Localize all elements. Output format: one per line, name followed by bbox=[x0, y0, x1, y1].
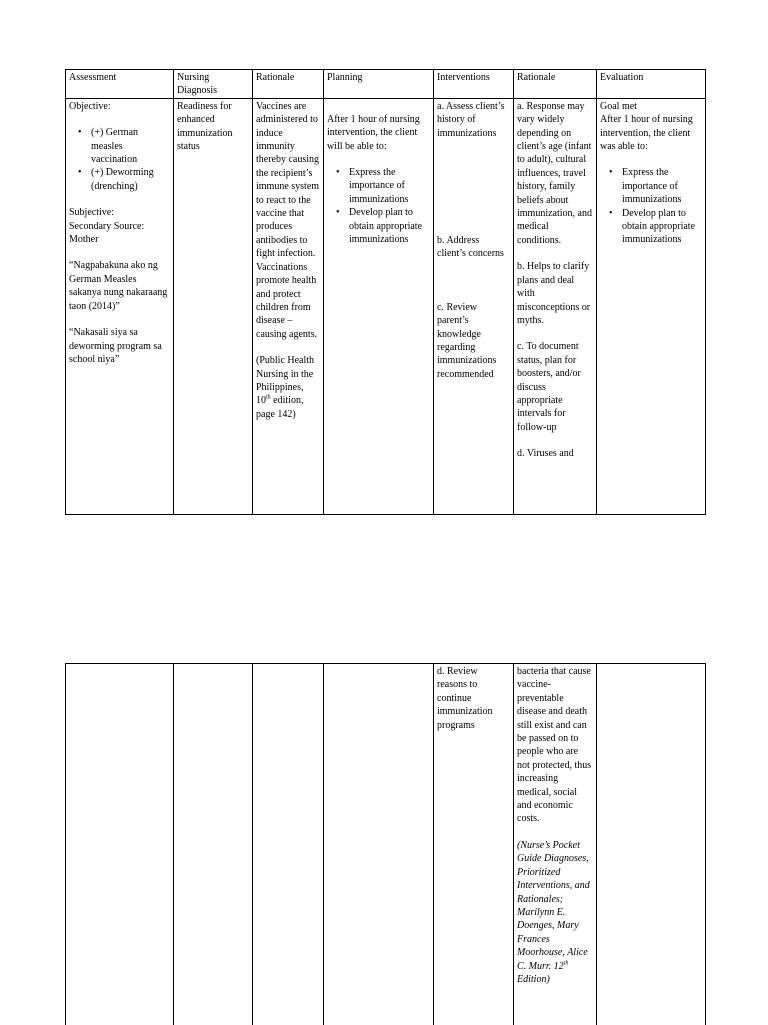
planning-item: • Develop plan to obtain appropriate immunizations bbox=[327, 206, 430, 246]
nursing-diagnosis-text: Readiness for enhanced immunization status bbox=[177, 100, 249, 154]
header-planning: Planning bbox=[324, 70, 434, 99]
rationale-2-reference-text: (Nurse’s Pocket Guide Diagnoses, Prioritized Interventions, and Rationales; Marilynn E. Doenges, Mary Frances Moorhouse, Alice C. Murr. 12 bbox=[517, 840, 590, 972]
rationale-2-c: c. To document status, plan for boosters, and/or discuss appropriate intervals for follow-up bbox=[517, 340, 593, 434]
intervention-b: b. Address client’s concerns bbox=[437, 234, 510, 261]
planning-item: • Express the importance of immunizations bbox=[327, 166, 430, 206]
nursing-diagnosis-cell bbox=[174, 98, 253, 514]
rationale-2-cell-continued bbox=[514, 664, 597, 1025]
planning-intro: After 1 hour of nursing intervention, the client will be able to: bbox=[327, 113, 430, 153]
intervention-d: d. Review reasons to continue immunization programs bbox=[437, 665, 510, 732]
rationale-cell-continued bbox=[253, 664, 324, 1025]
interventions-cell bbox=[434, 98, 514, 514]
rationale-2-cell bbox=[514, 98, 597, 514]
header-nursing-diagnosis: Nursing Diagnosis bbox=[174, 70, 253, 99]
evaluation-intro: After 1 hour of nursing intervention, the client was able to: bbox=[600, 113, 702, 153]
rationale-reference-end: edition, page 142) bbox=[256, 395, 303, 419]
rationale-cell bbox=[253, 98, 324, 514]
rationale-2-a: a. Response may vary widely depending on client’s age (infant to adult), cultural influences, travel history, family beliefs about immunization, and medical conditions. bbox=[517, 100, 593, 247]
header-interventions: Interventions bbox=[434, 70, 514, 99]
header-rationale: Rationale bbox=[253, 70, 324, 99]
objective-item: • (+) Deworming (drenching) bbox=[69, 166, 170, 193]
data-source: Secondary Source: Mother bbox=[69, 220, 170, 247]
rationale-2-reference bbox=[517, 839, 593, 986]
objective-label: Objective: bbox=[69, 100, 170, 113]
body-row-continued bbox=[66, 664, 706, 1025]
assessment-cell bbox=[66, 98, 174, 514]
evaluation-goal: Goal met bbox=[600, 100, 702, 113]
rationale-reference-text: (Public Health Nursing in the Philippines, 10 bbox=[256, 355, 314, 406]
header-rationale-2: Rationale bbox=[514, 70, 597, 99]
rationale-reference bbox=[256, 354, 320, 421]
rationale-text: Vaccines are administered to induce immunity thereby causing the recipient’s immune system to react to the vaccine that produces antibodies to fight infection. Vaccinations promote health and protect children from disease – causing agents. bbox=[256, 100, 320, 341]
objective-item: • (+) German measles vaccination bbox=[69, 126, 170, 166]
evaluation-list bbox=[600, 166, 702, 246]
subjective-label: Subjective: bbox=[69, 206, 170, 219]
evaluation-cell-continued bbox=[597, 664, 706, 1025]
rationale-2-d-start: d. Viruses and bbox=[517, 447, 593, 460]
rationale-reference-sup: th bbox=[266, 395, 271, 401]
planning-cell bbox=[324, 98, 434, 514]
evaluation-item: • Develop plan to obtain appropriate immunizations bbox=[600, 207, 702, 247]
care-plan-table-page2 bbox=[65, 663, 706, 1025]
nursing-diagnosis-cell-continued bbox=[174, 664, 253, 1025]
header-row bbox=[66, 70, 706, 99]
assessment-cell-continued bbox=[66, 664, 174, 1025]
subjective-quote-2: “Nakasali siya sa deworming program sa school niya” bbox=[69, 326, 170, 366]
header-evaluation: Evaluation bbox=[597, 70, 706, 99]
rationale-2-d-continued: bacteria that cause vaccine-preventable disease and death still exist and can be passed on to people who are not protected, thus increasing medical, social and economic costs. bbox=[517, 665, 593, 826]
evaluation-cell bbox=[597, 98, 706, 514]
planning-list bbox=[327, 166, 430, 246]
intervention-c: c. Review parent’s knowledge regarding immunizations recommended bbox=[437, 301, 510, 381]
body-row bbox=[66, 98, 706, 514]
subjective-quote-1: “Nagpabakuna ako ng German Measles sakanya nung nakaraang taon (2014)” bbox=[69, 259, 170, 313]
care-plan-table-page1 bbox=[65, 69, 706, 515]
planning-cell-continued bbox=[324, 664, 434, 1025]
rationale-2-reference-sup: th bbox=[564, 960, 569, 966]
evaluation-item: • Express the importance of immunizations bbox=[600, 166, 702, 206]
objective-list bbox=[69, 126, 170, 193]
header-assessment: Assessment bbox=[66, 70, 174, 99]
interventions-cell-continued bbox=[434, 664, 514, 1025]
rationale-2-reference-end: Edition) bbox=[517, 974, 550, 985]
intervention-a: a. Assess client’s history of immunizations bbox=[437, 100, 510, 140]
rationale-2-b: b. Helps to clarify plans and deal with misconceptions or myths. bbox=[517, 260, 593, 327]
